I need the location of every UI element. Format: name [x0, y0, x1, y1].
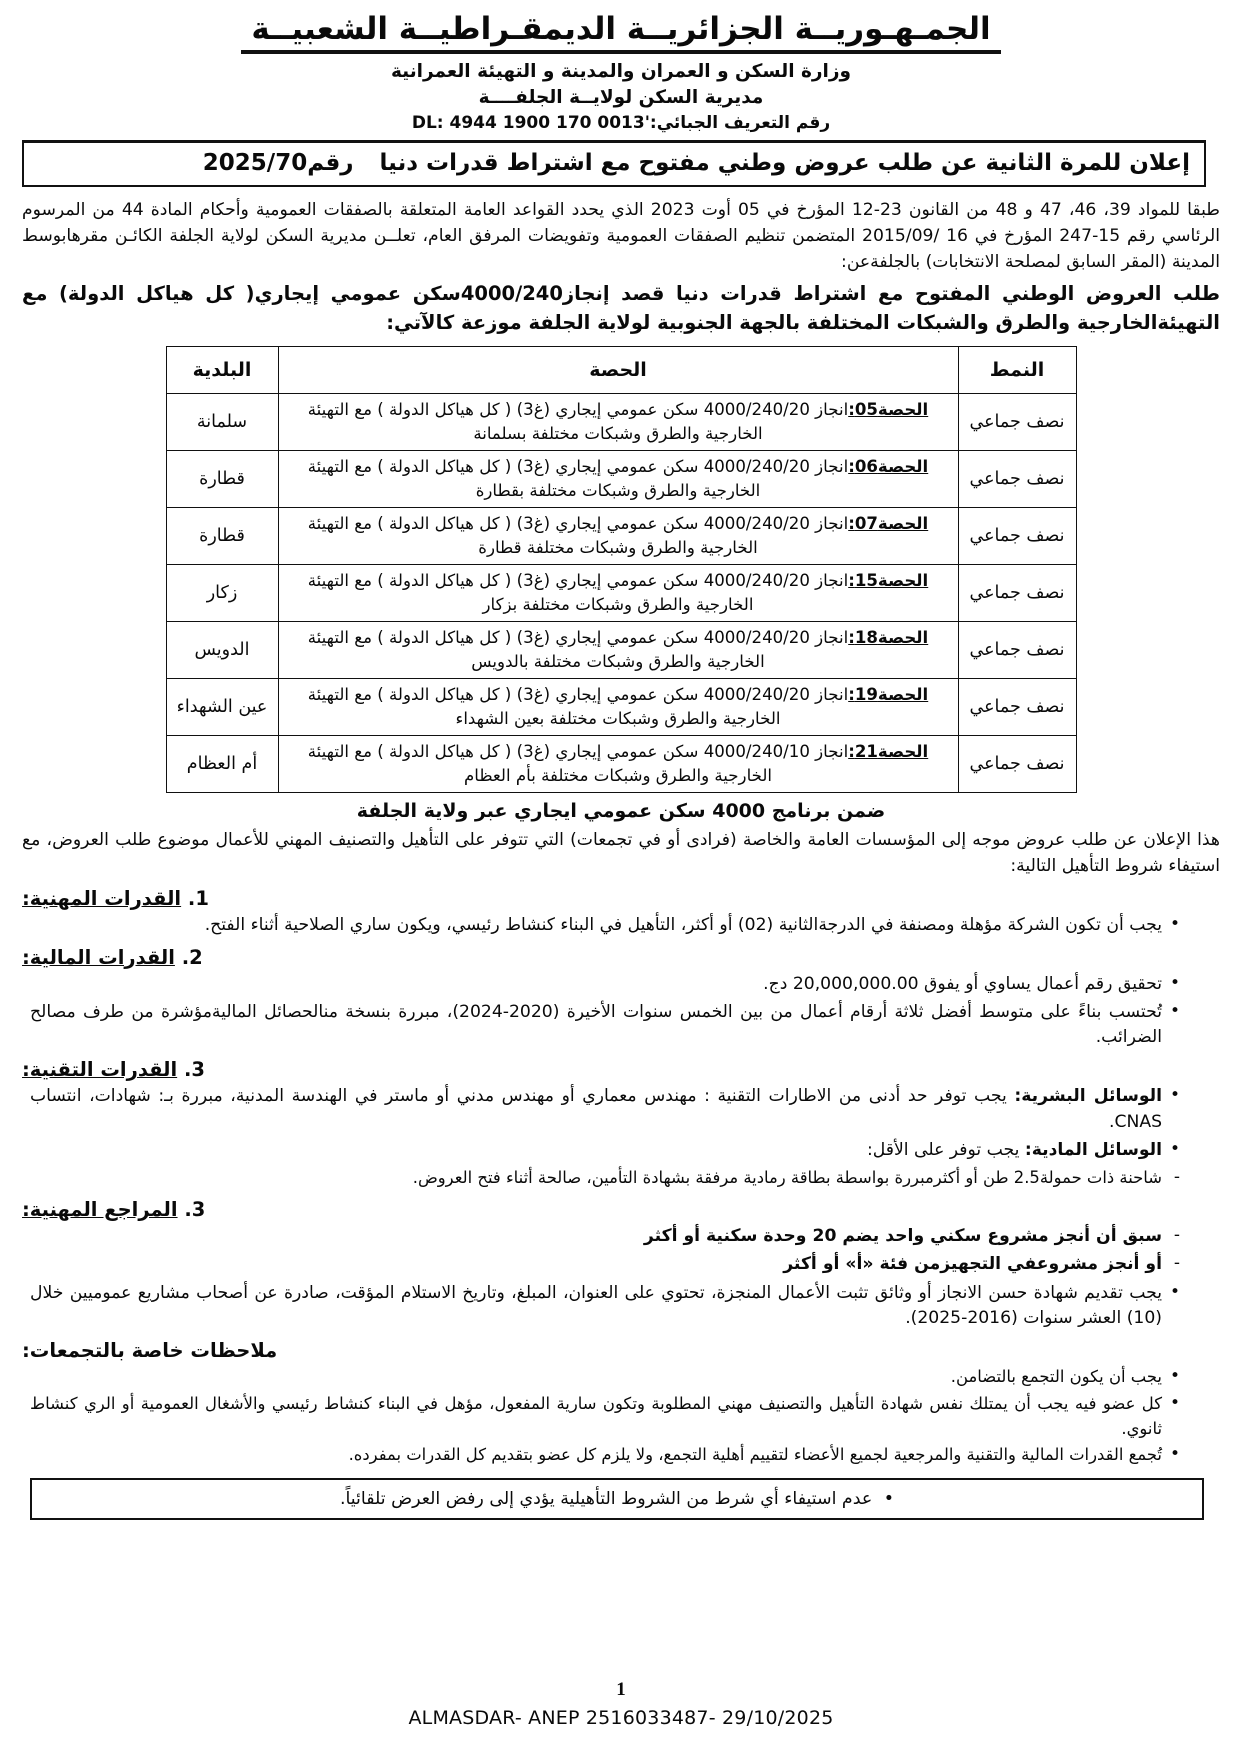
lot-description: انجاز 4000/240/20 سكن عمومي إيجاري (غ3) ( كل هياكل الدولة ) مع التهيئة الخارجية والطرق وشبكات مختلفة بالدويس: [307, 628, 849, 672]
document-header: [0, 0, 1242, 133]
human-resources-text: يجب توفر حد أدنى من الاطارات التقنية : مهندس معماري أو مهندس مدني أو ماستر في الهندسة المدنية، مبررة بـ: شهادات، انتساب CNAS.: [30, 1086, 1162, 1132]
lot-description: انجاز 4000/240/20 سكن عمومي إيجاري (غ3) ( كل هياكل الدولة ) مع التهيئة الخارجية والطرق وشبكات مختلفة بزكار: [307, 570, 849, 614]
legal-basis-text: طبقا للمواد 39، 46، 47 و 48 من القانون 23-12 المؤرخ في 05 أوت 2023 الذي يحدد القواعد العامة المتعلقة بالصفقات العمومية وأحكام المادة 44 من المرسوم الرئاسي رقم 15-247 المؤرخ في 16 /2015/09 المتضمن تنظيم الصفقات العمومية وتفويضات المرفق العام، تعلــن مديرية السكن لولاية الجلفة الكائـن مقرهابوسط المدينة (المقر السابق لمصلحة الانتخابات) بالجلفةعن:: [22, 199, 1221, 273]
header-lot: الحصة: [278, 346, 958, 393]
section-number: 3.: [184, 1198, 206, 1222]
list-item: • يجب تقديم شهادة حسن الانجاز أو وثائق تثبت الأعمال المنجزة، تحتوي على العنوان، المبلغ، وتاريخ الاستلام المؤقت، صادرة عن أصحاب مشاريع عموميين خلال (10) العشر سنوات (2016-2025).: [30, 1281, 1180, 1333]
intro-paragraph: [22, 197, 1220, 275]
table-row: [166, 564, 1076, 621]
material-detail-list: [30, 1166, 1202, 1191]
cell-town: سلمانة: [166, 393, 278, 450]
document-footer: [0, 1679, 1242, 1729]
cell-lot: [278, 507, 958, 564]
list-item: [30, 1224, 1180, 1250]
cell-lot: [278, 393, 958, 450]
references-list: [30, 1224, 1202, 1278]
reference-item-two: أو أنجز مشروعفي التجهيزمن فئة «أ» أو أكثر: [783, 1253, 1162, 1274]
list-item: • تُجمع القدرات المالية والتقنية والمرجعية لجميع الأعضاء لتقييم أهلية التجمع، ولا يلزم كل عضو بتقديم كل القدرات بمفرده.: [30, 1443, 1180, 1468]
list-item: [30, 1252, 1180, 1278]
final-note-box: [30, 1478, 1204, 1520]
tax-id-value: DL: 4944 1900 170 0013': [411, 112, 650, 133]
cell-town: عين الشهداء: [166, 679, 278, 736]
list-item: • تُحتسب بناءً على متوسط أفضل ثلاثة أرقام أعمال من بين الخمس سنوات الأخيرة (2020-2024)، مبررة بنسخة منالحصائل الماليةمؤشرة من طرف مصالح الضرائب.: [30, 1000, 1180, 1052]
material-resources-text: يجب توفر على الأقل:: [866, 1139, 1020, 1160]
cell-town: قطارة: [166, 507, 278, 564]
cell-type: نصف جماعي: [958, 450, 1076, 507]
list-item: • كل عضو فيه يجب أن يمتلك نفس شهادة التأهيل والتصنيف مهني المطلوبة وتكون سارية المفعول، مؤهل في البناء كنشاط رئيسي والأشغال العمومية أو الري كنشاط ثانوي.: [30, 1392, 1180, 1441]
lot-description: انجاز 4000/240/20 سكن عمومي إيجاري (غ3) ( كل هياكل الدولة ) مع التهيئة الخارجية والطرق وشبكات مختلفة بعين الشهداء: [307, 685, 849, 729]
cell-type: نصف جماعي: [958, 564, 1076, 621]
announcement-title-box: [22, 140, 1206, 187]
ministry-name: وزارة السكن و العمران والمدينة و التهيئة العمرانية: [390, 60, 852, 82]
list-item: - شاحنة ذات حمولة2.5 طن أو أكثرمبررة بواسطة بطاقة رمادية مرفقة بشهادة التأمين، صالحة أثناء فتح العروض.: [30, 1166, 1180, 1191]
list-item-material-resources: [30, 1138, 1180, 1164]
list-item: • يجب أن يكون التجمع بالتضامن.: [30, 1365, 1180, 1390]
section-heading-groupings: [22, 1339, 1162, 1362]
lots-table: [166, 346, 1077, 794]
section-title: المراجع المهنية:: [22, 1198, 178, 1222]
professional-list: [30, 913, 1202, 939]
cell-type: نصف جماعي: [958, 679, 1076, 736]
table-row: [166, 393, 1076, 450]
section-number: 1.: [187, 886, 209, 910]
announcement-number: رقم2025/70: [202, 149, 354, 176]
header-type: النمط: [958, 346, 1076, 393]
table-row: [166, 736, 1076, 793]
section-heading-professional: [22, 887, 1162, 910]
reference-item-one: سبق أن أنجز مشروع سكني واحد يضم 20 وحدة سكنية أو أكثر: [643, 1226, 1162, 1247]
cell-town: الدويس: [166, 622, 278, 679]
final-note-text: عدم استيفاء أي شرط من الشروط التأهيلية يؤدي إلى رفض العرض تلقائياً.: [339, 1488, 873, 1509]
lot-number: الحصة19:: [848, 685, 929, 705]
page-number: 1: [616, 1679, 626, 1700]
section-title: القدرات المهنية:: [22, 886, 182, 910]
list-item: • تحقيق رقم أعمال يساوي أو يفوق 20,000,000.00 دج.: [30, 972, 1180, 998]
cell-lot: [278, 450, 958, 507]
cell-type: نصف جماعي: [958, 393, 1076, 450]
section-heading-financial: [22, 946, 1162, 969]
cell-town: أم العظام: [166, 736, 278, 793]
lot-description: انجاز 4000/240/20 سكن عمومي إيجاري (غ3) ( كل هياكل الدولة ) مع التهيئة الخارجية والطرق وشبكات مختلفة بسلمانة: [307, 399, 849, 443]
section-title: القدرات التقنية:: [22, 1058, 178, 1082]
table-row: [166, 622, 1076, 679]
lot-number: الحصة07:: [848, 513, 929, 533]
human-resources-label: الوسائل البشرية:: [1014, 1086, 1162, 1107]
lot-description: انجاز 4000/240/20 سكن عمومي إيجاري (غ3) ( كل هياكل الدولة ) مع التهيئة الخارجية والطرق وشبكات مختلفة بقطارة: [307, 456, 849, 500]
references-note-list: [30, 1281, 1202, 1333]
lot-number: الحصة21:: [848, 742, 929, 762]
lots-table-body: [166, 393, 1076, 793]
lot-number: الحصة06:: [848, 456, 929, 476]
cell-type: نصف جماعي: [958, 507, 1076, 564]
program-line: ضمن برنامج 4000 سكن عمومي ايجاري عبر ولاية الجلفة: [356, 800, 886, 823]
tax-id-line: [0, 113, 1242, 133]
scope-paragraph: هذا الإعلان عن طلب عروض موجه إلى المؤسسات العامة والخاصة (فرادى أو في تجمعات) التي تتوفر على التأهيل والتصنيف المهني للأعمال موضوع طلب العروض، مع استيفاء شروط التأهيل التالية:: [22, 830, 1220, 877]
cell-lot: [278, 622, 958, 679]
section-heading-technical: [22, 1058, 1162, 1081]
table-header-row: [166, 346, 1076, 393]
section-title: ملاحظات خاصة بالتجمعات:: [22, 1339, 278, 1363]
table-row: [166, 507, 1076, 564]
material-resources-label: الوسائل المادية:: [1024, 1139, 1162, 1160]
technical-list: [30, 1084, 1202, 1163]
cell-type: نصف جماعي: [958, 622, 1076, 679]
section-number: 3.: [183, 1058, 205, 1082]
announcement-title: إعلان للمرة الثانية عن طلب عروض وطني مفتوح مع اشتراط قدرات دنيا: [379, 149, 1190, 176]
section-heading-references: [22, 1198, 1162, 1221]
groupings-list: [30, 1365, 1202, 1467]
publication-reference: ALMASDAR- ANEP 2516033487- 29/10/2025: [408, 1707, 834, 1729]
section-title: القدرات المالية:: [22, 945, 175, 969]
cell-lot: [278, 679, 958, 736]
header-town: البلدية: [166, 346, 278, 393]
list-item: • يجب أن تكون الشركة مؤهلة ومصنفة في الدرجةالثانية (02) أو أكثر، التأهيل في البناء كنشاط رئيسي، ويكون ساري الصلاحية أثناء الفتح.: [30, 913, 1180, 939]
tender-object: طلب العروض الوطني المفتوح مع اشتراط قدرات دنيا قصد إنجاز4000/240سكن عمومي إيجاري( كل هياكل الدولة) مع التهيئةالخارجية والطرق والشبكات المختلفة بالجهة الجنوبية لولاية الجلفة موزعة كالآتي:: [22, 282, 1220, 335]
cell-lot: [278, 564, 958, 621]
list-item-human-resources: [30, 1084, 1180, 1136]
lot-description: انجاز 4000/240/20 سكن عمومي إيجاري (غ3) ( كل هياكل الدولة ) مع التهيئة الخارجية والطرق وشبكات مختلفة قطارة: [307, 513, 849, 557]
table-row: [166, 679, 1076, 736]
lot-description: انجاز 4000/240/10 سكن عمومي إيجاري (غ3) ( كل هياكل الدولة ) مع التهيئة الخارجية والطرق وشبكات مختلفة بأم العظام: [307, 742, 849, 786]
bullet-glyph: •: [883, 1488, 894, 1509]
tax-id-label: رقم التعريف الجبائي:: [649, 112, 831, 133]
table-row: [166, 450, 1076, 507]
lot-number: الحصة05:: [848, 399, 929, 419]
republic-title: الجمـهـوريــة الجزائريــة الديمقـراطيــة الشعبيــة: [241, 12, 1000, 54]
financial-list: [30, 972, 1202, 1051]
lot-number: الحصة18:: [848, 628, 929, 648]
cell-town: قطارة: [166, 450, 278, 507]
cell-type: نصف جماعي: [958, 736, 1076, 793]
cell-town: زكار: [166, 564, 278, 621]
section-number: 2.: [181, 945, 203, 969]
lot-number: الحصة15:: [848, 570, 929, 590]
cell-lot: [278, 736, 958, 793]
direction-name: مديرية السكن لولايــة الجلفــــة: [478, 86, 764, 108]
